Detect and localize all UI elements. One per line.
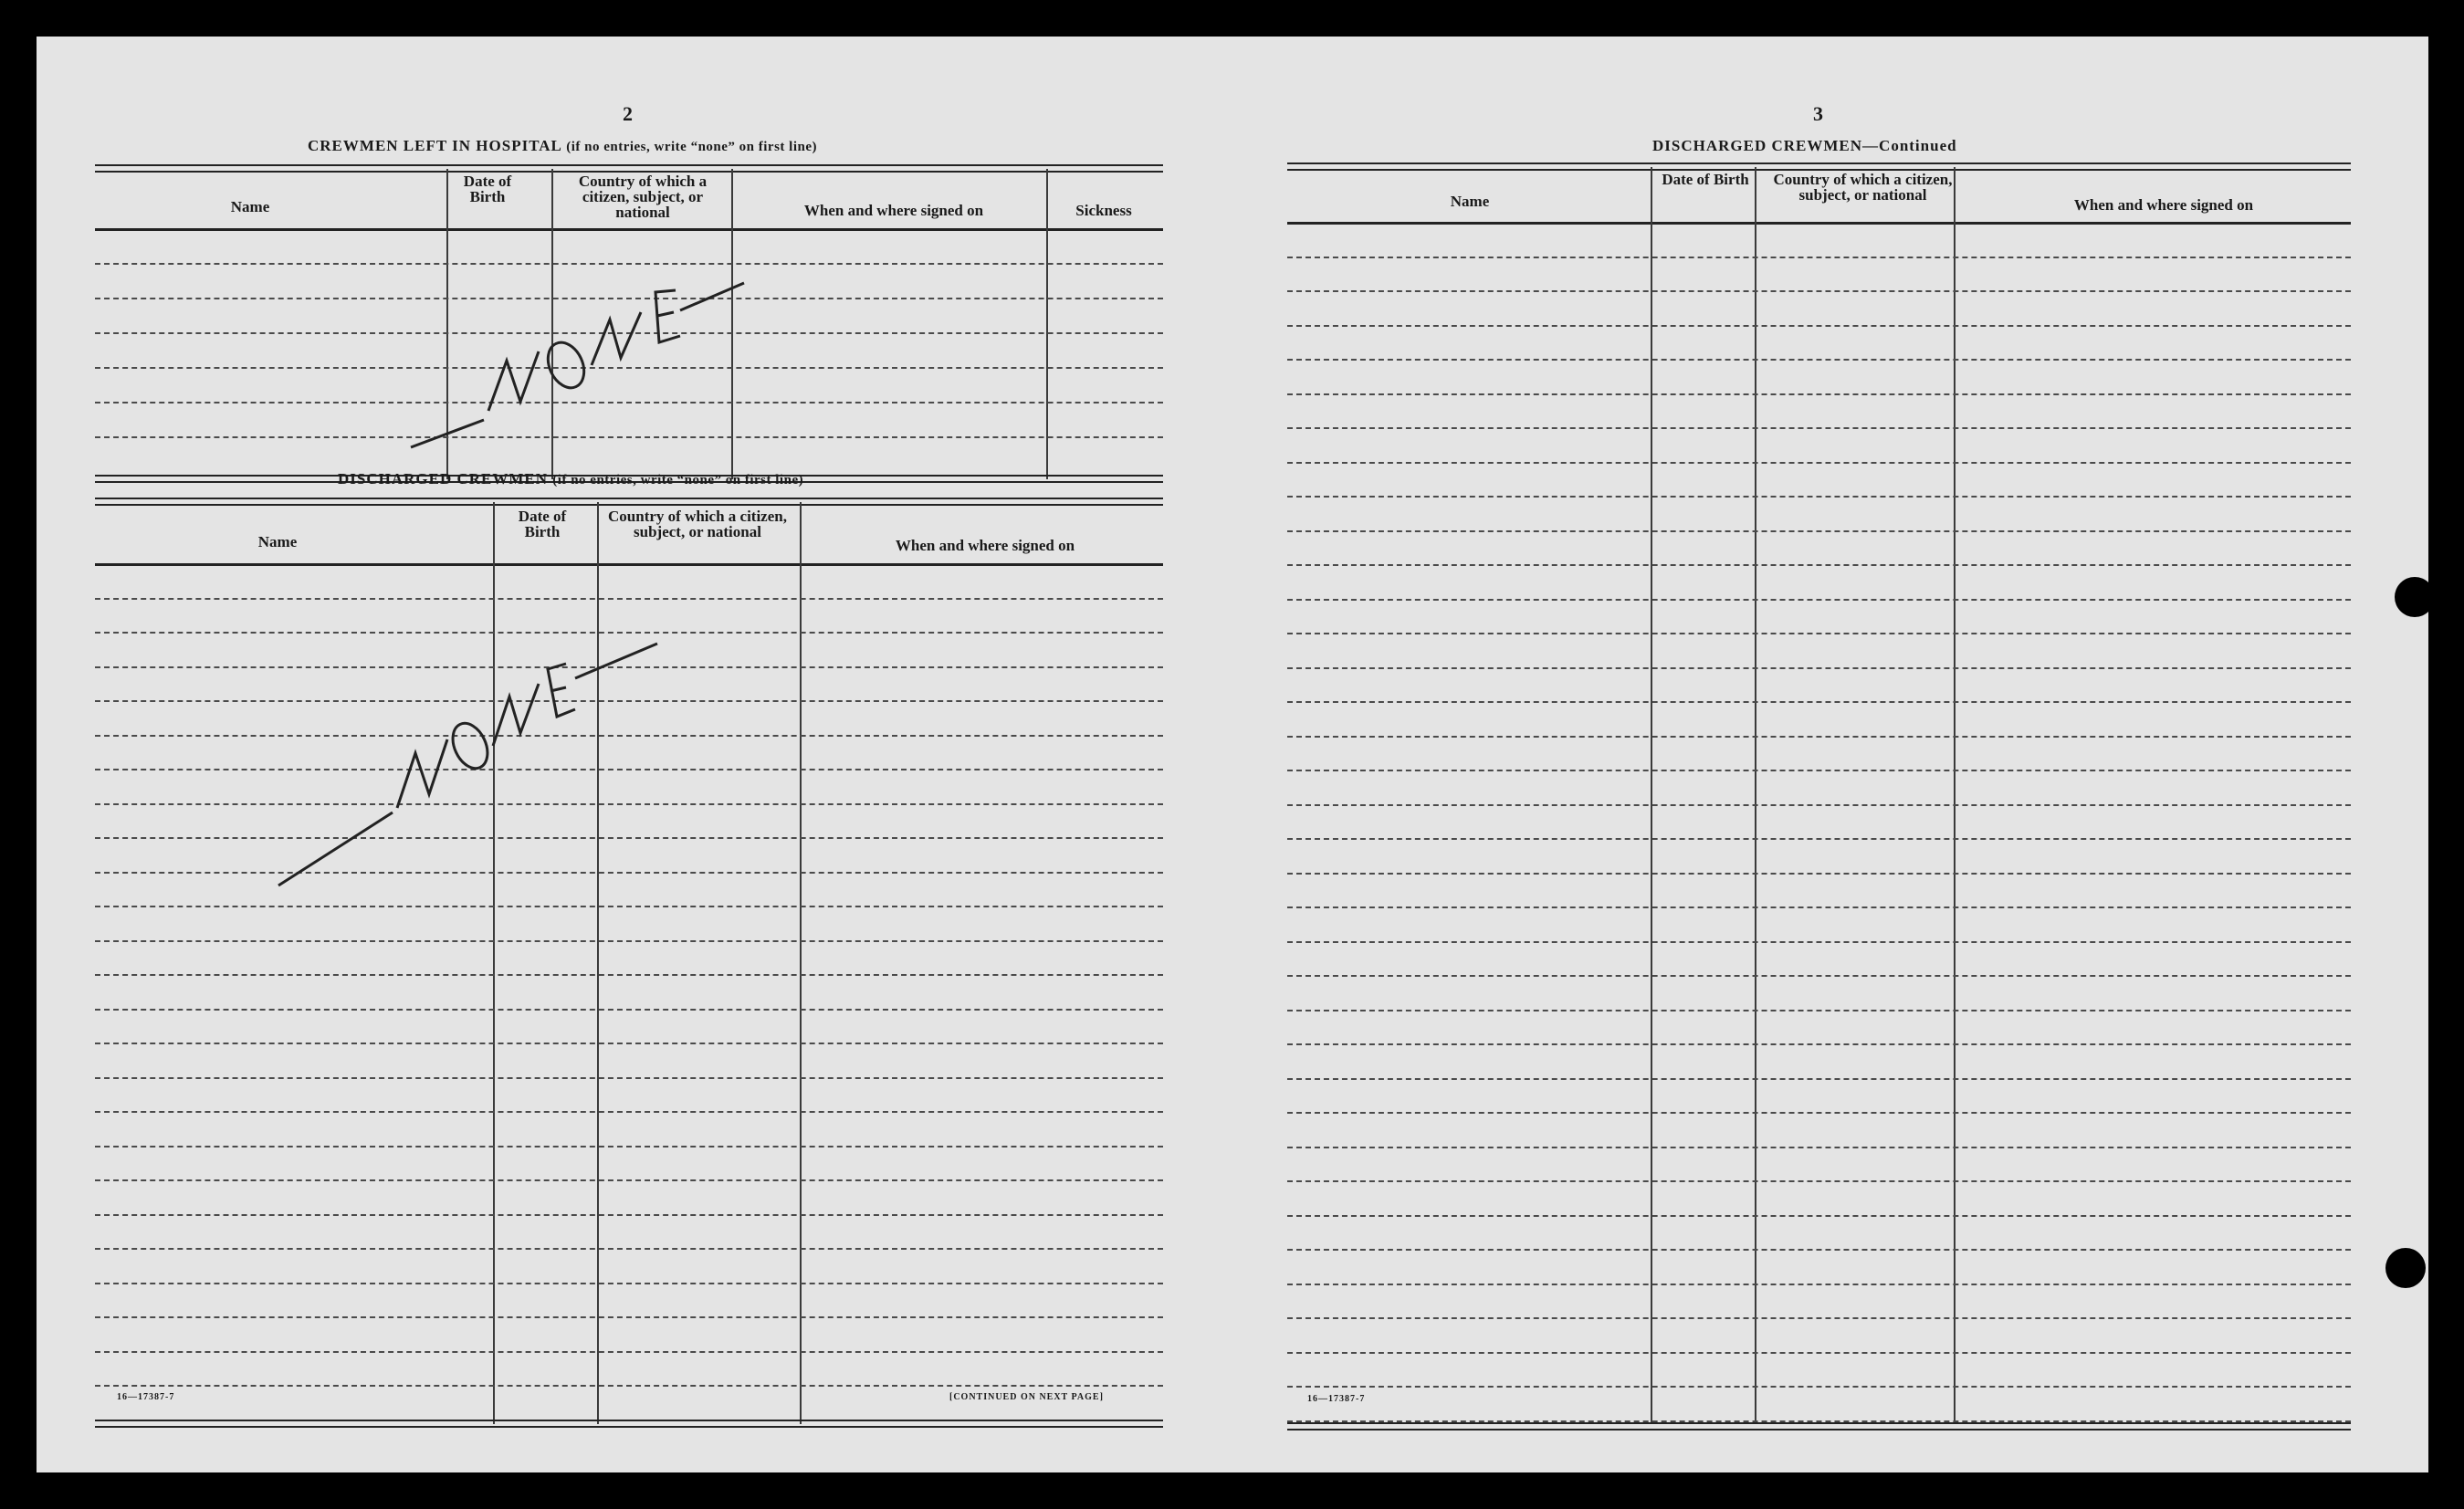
discharged-table-right xyxy=(1287,162,2351,1427)
punch-hole-lower xyxy=(2385,1248,2426,1288)
table-row xyxy=(1287,1078,2351,1080)
col-header-date-of-birth: Date of Birth xyxy=(1662,171,1749,188)
table-row xyxy=(1287,906,2351,908)
table-row xyxy=(1287,290,2351,292)
handwritten-none-hospital xyxy=(402,256,767,466)
table-row xyxy=(95,1385,1163,1387)
table-row xyxy=(95,1351,1163,1353)
table-row xyxy=(95,940,1163,942)
col-header-date-of-birth: Date of Birth xyxy=(518,508,567,540)
table-row xyxy=(1287,770,2351,771)
col-divider xyxy=(800,502,802,1424)
table-row xyxy=(95,1043,1163,1044)
col-header-country: Country of which a citizen, subject, or national xyxy=(608,508,787,540)
col-header-signed-on: When and where signed on xyxy=(803,202,984,219)
table-row xyxy=(95,974,1163,976)
table-row xyxy=(1287,564,2351,566)
table-row xyxy=(1287,1147,2351,1148)
col-header-date-of-birth: Date of Birth xyxy=(463,173,512,205)
col-divider xyxy=(1954,167,1955,1422)
table-row xyxy=(1287,257,2351,258)
table-row xyxy=(1287,462,2351,464)
table-row xyxy=(1287,1112,2351,1114)
table-row xyxy=(1287,975,2351,977)
header-rule xyxy=(95,563,1163,566)
table-row xyxy=(1287,873,2351,875)
table-row xyxy=(95,1111,1163,1113)
table-row xyxy=(95,1283,1163,1284)
col-header-signed-on: When and where signed on xyxy=(895,537,1075,554)
table-row xyxy=(1287,838,2351,840)
table-row xyxy=(1287,941,2351,943)
hospital-section-title xyxy=(308,137,817,155)
discharged-continued-title: DISCHARGED CREWMEN—Continued xyxy=(1652,137,1957,154)
table-row xyxy=(1287,1352,2351,1354)
discharged-instruction: (if no entries, write “none” on first line) xyxy=(552,473,804,487)
hospital-instruction: (if no entries, write “none” on first line) xyxy=(566,140,817,154)
table-bottom-rule xyxy=(95,1420,1163,1428)
form-number-right: 16—17387-7 xyxy=(1307,1394,1366,1404)
table-row xyxy=(1287,1215,2351,1217)
table-row xyxy=(1287,393,2351,395)
table-row xyxy=(1287,427,2351,429)
table-row xyxy=(1287,1249,2351,1251)
header-rule xyxy=(95,228,1163,231)
table-row xyxy=(1287,1317,2351,1319)
continued-note: [CONTINUED ON NEXT PAGE] xyxy=(949,1392,1104,1402)
col-header-name: Name xyxy=(1450,193,1490,210)
table-row xyxy=(95,1179,1163,1181)
table-row xyxy=(1287,599,2351,601)
table-row xyxy=(1287,1180,2351,1182)
table-row xyxy=(1287,633,2351,634)
form-number-left: 16—17387-7 xyxy=(117,1392,175,1402)
discharged-section-title xyxy=(338,470,803,488)
table-top-rule xyxy=(95,498,1163,506)
discharged-title-text: DISCHARGED CREWMEN xyxy=(338,470,549,487)
col-divider xyxy=(1046,169,1048,479)
table-row xyxy=(1287,804,2351,806)
table-row xyxy=(1287,359,2351,361)
col-header-name: Name xyxy=(230,198,270,215)
table-row xyxy=(95,1009,1163,1011)
table-row xyxy=(95,1248,1163,1250)
table-row xyxy=(95,1316,1163,1318)
table-row xyxy=(95,1214,1163,1216)
table-row xyxy=(1287,1010,2351,1011)
table-row xyxy=(1287,1386,2351,1388)
handwritten-none-discharged xyxy=(274,589,676,899)
table-row xyxy=(1287,701,2351,703)
document-sheet xyxy=(37,37,2428,1472)
col-divider xyxy=(1755,167,1756,1422)
table-row xyxy=(1287,1043,2351,1045)
table-row xyxy=(95,1146,1163,1147)
col-header-country: Country of which a citizen, subject, or national xyxy=(1773,171,1953,204)
col-divider xyxy=(1651,167,1652,1422)
col-header-name: Name xyxy=(257,533,298,550)
table-row xyxy=(1287,325,2351,327)
table-bottom-rule xyxy=(1287,1422,2351,1430)
table-row xyxy=(95,906,1163,907)
header-rule xyxy=(1287,222,2351,225)
col-header-country: Country of which a citizen, subject, or national xyxy=(578,173,708,221)
table-row xyxy=(1287,736,2351,738)
table-top-rule xyxy=(1287,162,2351,171)
table-row xyxy=(1287,496,2351,498)
punch-hole-upper xyxy=(2395,577,2435,617)
table-row xyxy=(95,1077,1163,1079)
col-header-sickness: Sickness xyxy=(1075,202,1132,219)
col-header-signed-on: When and where signed on xyxy=(2073,196,2254,214)
page-number-left: 2 xyxy=(623,102,633,125)
table-row xyxy=(1287,530,2351,532)
table-top-rule xyxy=(95,164,1163,173)
hospital-title-text: CREWMEN LEFT IN HOSPITAL xyxy=(308,137,561,154)
page-number-right: 3 xyxy=(1813,102,1823,125)
table-row xyxy=(1287,667,2351,669)
table-row xyxy=(1287,1284,2351,1285)
